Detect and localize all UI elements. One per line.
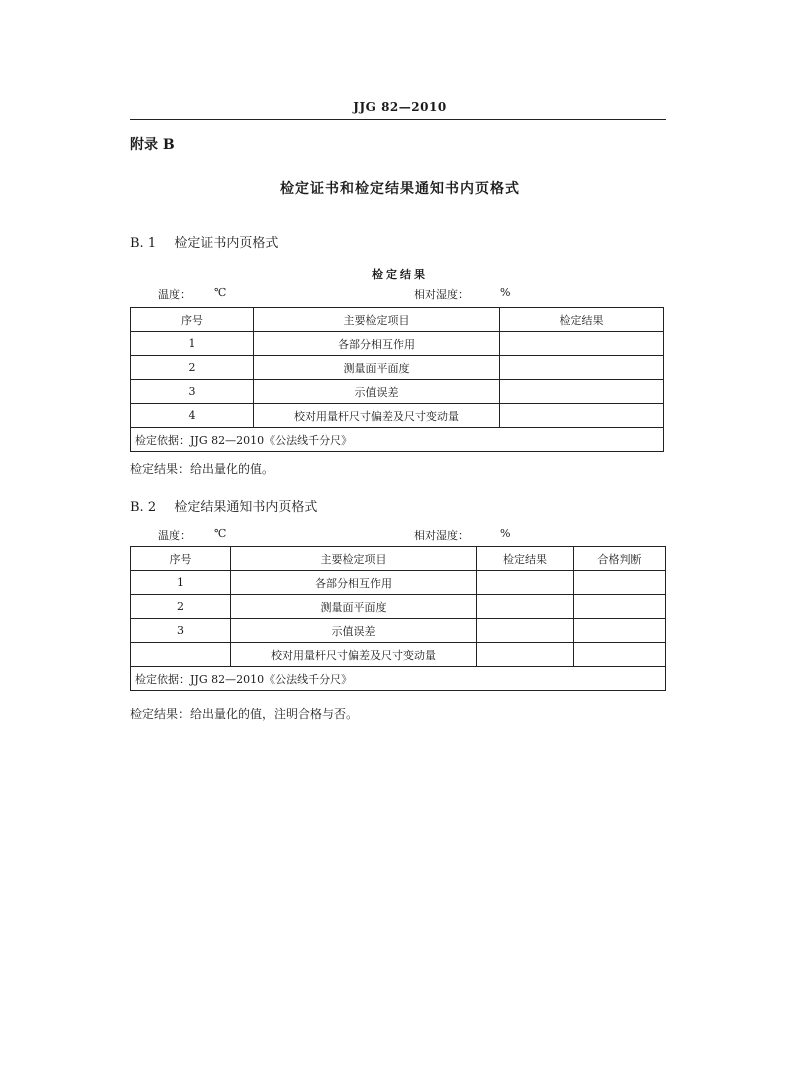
b1-conclusion: 检定结果：给出量化的值。	[130, 462, 275, 476]
section-b2-heading	[130, 496, 317, 515]
section-b1-title: 检定证书内页格式	[174, 236, 279, 251]
result-cell	[500, 404, 664, 428]
conformity-cell	[574, 619, 666, 643]
b1-temperature-unit: ℃	[214, 286, 227, 299]
table-row	[131, 404, 664, 428]
section-b1-heading	[130, 232, 278, 251]
table-row	[131, 356, 664, 380]
row-number: 4	[131, 404, 254, 428]
b2-humidity-label: 相对湿度：	[414, 529, 469, 542]
standard-code: JJG 82—2010	[353, 100, 447, 114]
column-header: 主要检定项目	[231, 547, 477, 571]
inspection-item: 示值误差	[254, 380, 500, 404]
row-number: 3	[131, 380, 254, 404]
inspection-item: 测量面平面度	[254, 356, 500, 380]
table-row	[131, 571, 666, 595]
result-cell	[500, 380, 664, 404]
b1-results-table	[130, 307, 664, 452]
table-row	[131, 619, 666, 643]
conformity-cell	[574, 643, 666, 667]
table-header-row	[131, 547, 666, 571]
result-cell	[477, 619, 574, 643]
table-row	[131, 332, 664, 356]
inspection-item: 校对用量杆尺寸偏差及尺寸变动量	[254, 404, 500, 428]
inspection-item: 校对用量杆尺寸偏差及尺寸变动量	[231, 643, 477, 667]
b1-humidity-label: 相对湿度：	[414, 288, 469, 301]
row-number: 1	[131, 332, 254, 356]
column-header: 检定结果	[500, 308, 664, 332]
row-number	[131, 643, 231, 667]
b2-temperature-unit: ℃	[214, 527, 227, 540]
header-rule	[130, 119, 666, 120]
conformity-cell	[574, 595, 666, 619]
row-number: 2	[131, 356, 254, 380]
b2-conclusion: 检定结果：给出量化的值，注明合格与否。	[130, 707, 359, 721]
result-cell	[477, 595, 574, 619]
b2-humidity-unit: %	[500, 527, 511, 540]
inspection-item: 测量面平面度	[231, 595, 477, 619]
inspection-item: 示值误差	[231, 619, 477, 643]
document-title: 检定证书和检定结果通知书内页格式	[280, 181, 520, 197]
column-header: 合格判断	[574, 547, 666, 571]
table-row	[131, 595, 666, 619]
inspection-item: 各部分相互作用	[231, 571, 477, 595]
inspection-item: 各部分相互作用	[254, 332, 500, 356]
results-caption: 检定结果	[372, 268, 428, 281]
basis-row	[131, 428, 664, 452]
basis-row	[131, 667, 666, 691]
result-cell	[477, 643, 574, 667]
result-cell	[500, 356, 664, 380]
column-header: 检定结果	[477, 547, 574, 571]
table-row	[131, 380, 664, 404]
inspection-basis: 检定依据：JJG 82—2010《公法线千分尺》	[131, 667, 666, 691]
section-b2-number: B. 2	[130, 500, 157, 515]
b2-temperature-label: 温度：	[158, 529, 191, 542]
section-b1-number: B. 1	[130, 236, 157, 251]
row-number: 3	[131, 619, 231, 643]
column-header: 序号	[131, 547, 231, 571]
table-header-row	[131, 308, 664, 332]
result-cell	[500, 332, 664, 356]
b1-temperature-label: 温度：	[158, 288, 191, 301]
conformity-cell	[574, 571, 666, 595]
row-number: 2	[131, 595, 231, 619]
appendix-label: 附录 B	[130, 137, 175, 153]
b2-results-table	[130, 546, 666, 691]
section-b2-title: 检定结果通知书内页格式	[174, 500, 318, 515]
row-number: 1	[131, 571, 231, 595]
column-header: 主要检定项目	[254, 308, 500, 332]
column-header: 序号	[131, 308, 254, 332]
b1-humidity-unit: %	[500, 286, 511, 299]
table-row	[131, 643, 666, 667]
inspection-basis: 检定依据：JJG 82—2010《公法线千分尺》	[131, 428, 664, 452]
result-cell	[477, 571, 574, 595]
